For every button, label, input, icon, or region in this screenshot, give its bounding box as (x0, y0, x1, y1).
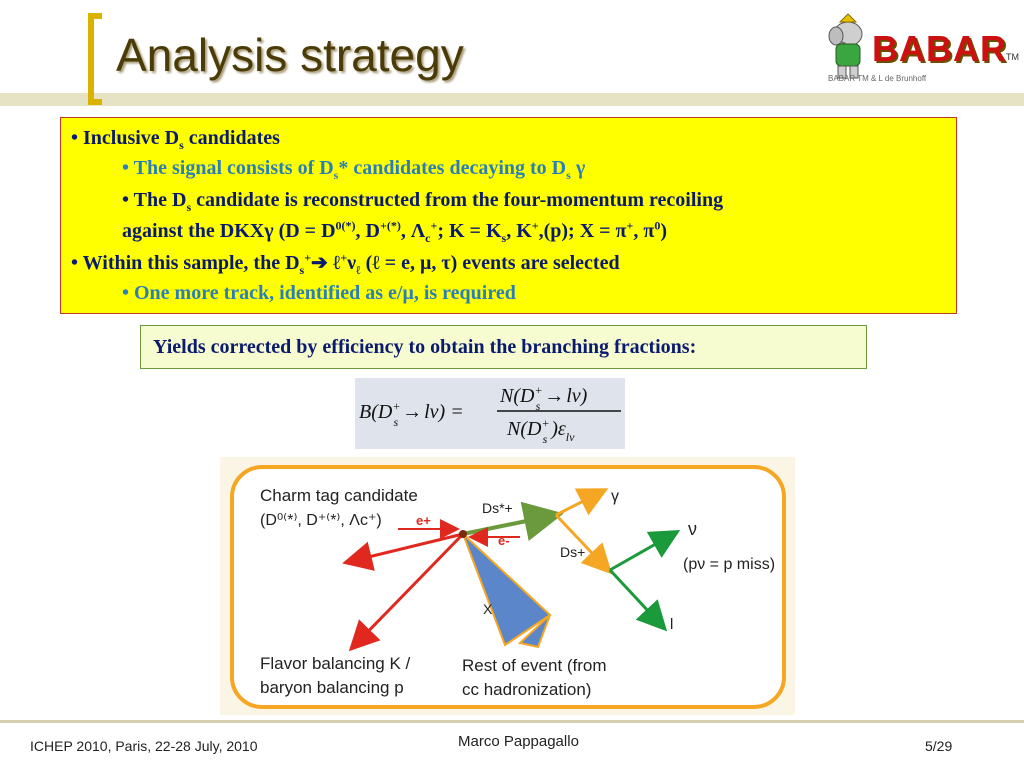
bullet-signal-consists: • The signal consists of $D_s*$ candidates decaying to $D_s$ γ (122, 157, 586, 182)
x-label: X (483, 601, 493, 617)
footer-author: Marco Pappagallo (458, 733, 579, 750)
footer-page-number: 5/29 (925, 738, 953, 754)
svg-text:N(D+s→lν): N(D+ s → lν) (500, 383, 588, 413)
rest-label-1: Rest of event (from (462, 656, 607, 675)
e-plus-label: e+ (416, 513, 431, 528)
rest-label-2: cc hadronization) (462, 680, 592, 699)
nu-label: ν (688, 519, 697, 539)
flavor-label-2: baryon balancing p (260, 678, 404, 697)
decay-diagram (220, 457, 795, 715)
ds-plus-label: Ds+ (560, 544, 586, 560)
bullet-one-more-track: • One more track, identified as e/μ, is required (122, 282, 516, 304)
yields-corrected-box: Yields corrected by efficiency to obtain the branching fractions: (140, 325, 867, 369)
flavor-label-1: Flavor balancing K / (260, 654, 411, 673)
pnu-label: (pν = p miss) (683, 556, 776, 573)
title-underline-bar (0, 93, 1024, 106)
charm-tag-label-2: (D⁰⁽*⁾, D⁺⁽*⁾, Λc⁺) (260, 512, 382, 529)
footer-conference: ICHEP 2010, Paris, 22-28 July, 2010 (30, 738, 258, 754)
l-label: l (670, 616, 674, 633)
svg-text:N(D+s)εlν: N(D+ s )$\varepsilon_{l\nu}$ (507, 416, 575, 446)
logo-credit: BABAR TM & L de Brunhoff (828, 74, 927, 83)
svg-text:B(D+s→lν) =: B(D+ s → lν) = (359, 399, 464, 429)
vertex-dot (459, 530, 467, 538)
ds-star-label: Ds*+ (482, 500, 513, 516)
gamma-label: γ (611, 488, 619, 505)
bullet-ds-reconstructed: • The $D_s$ candidate is reconstructed from the four-momentum recoiling (122, 189, 724, 214)
branching-fraction-formula (355, 378, 625, 449)
logo-trademark: TM (1006, 52, 1019, 62)
slide-title: Analysis strategy (116, 29, 464, 81)
babar-logo-text: BABAR (872, 28, 1007, 69)
inclusive-candidates-box (60, 117, 957, 314)
bullet-within-sample: • Within this sample, the $D_s^+➔$ $\ell^+\nu_\ell$ (ℓ = e, μ, τ) events are selected (71, 250, 620, 277)
footer-divider (0, 720, 1024, 723)
e-minus-label: e- (498, 533, 510, 548)
bullet-dkx-definition: against the DKXγ ($D = D^{0(*)}$, D+(*), $\Lambda_c^+$; $K = K_s$, K+,(p); X = π+, $\pi^0$) (122, 218, 667, 245)
title-bracket-icon (88, 13, 102, 105)
charm-tag-label-1: Charm tag candidate (260, 486, 418, 505)
bullet-inclusive-ds: • Inclusive $D_s$ candidates (71, 127, 280, 152)
